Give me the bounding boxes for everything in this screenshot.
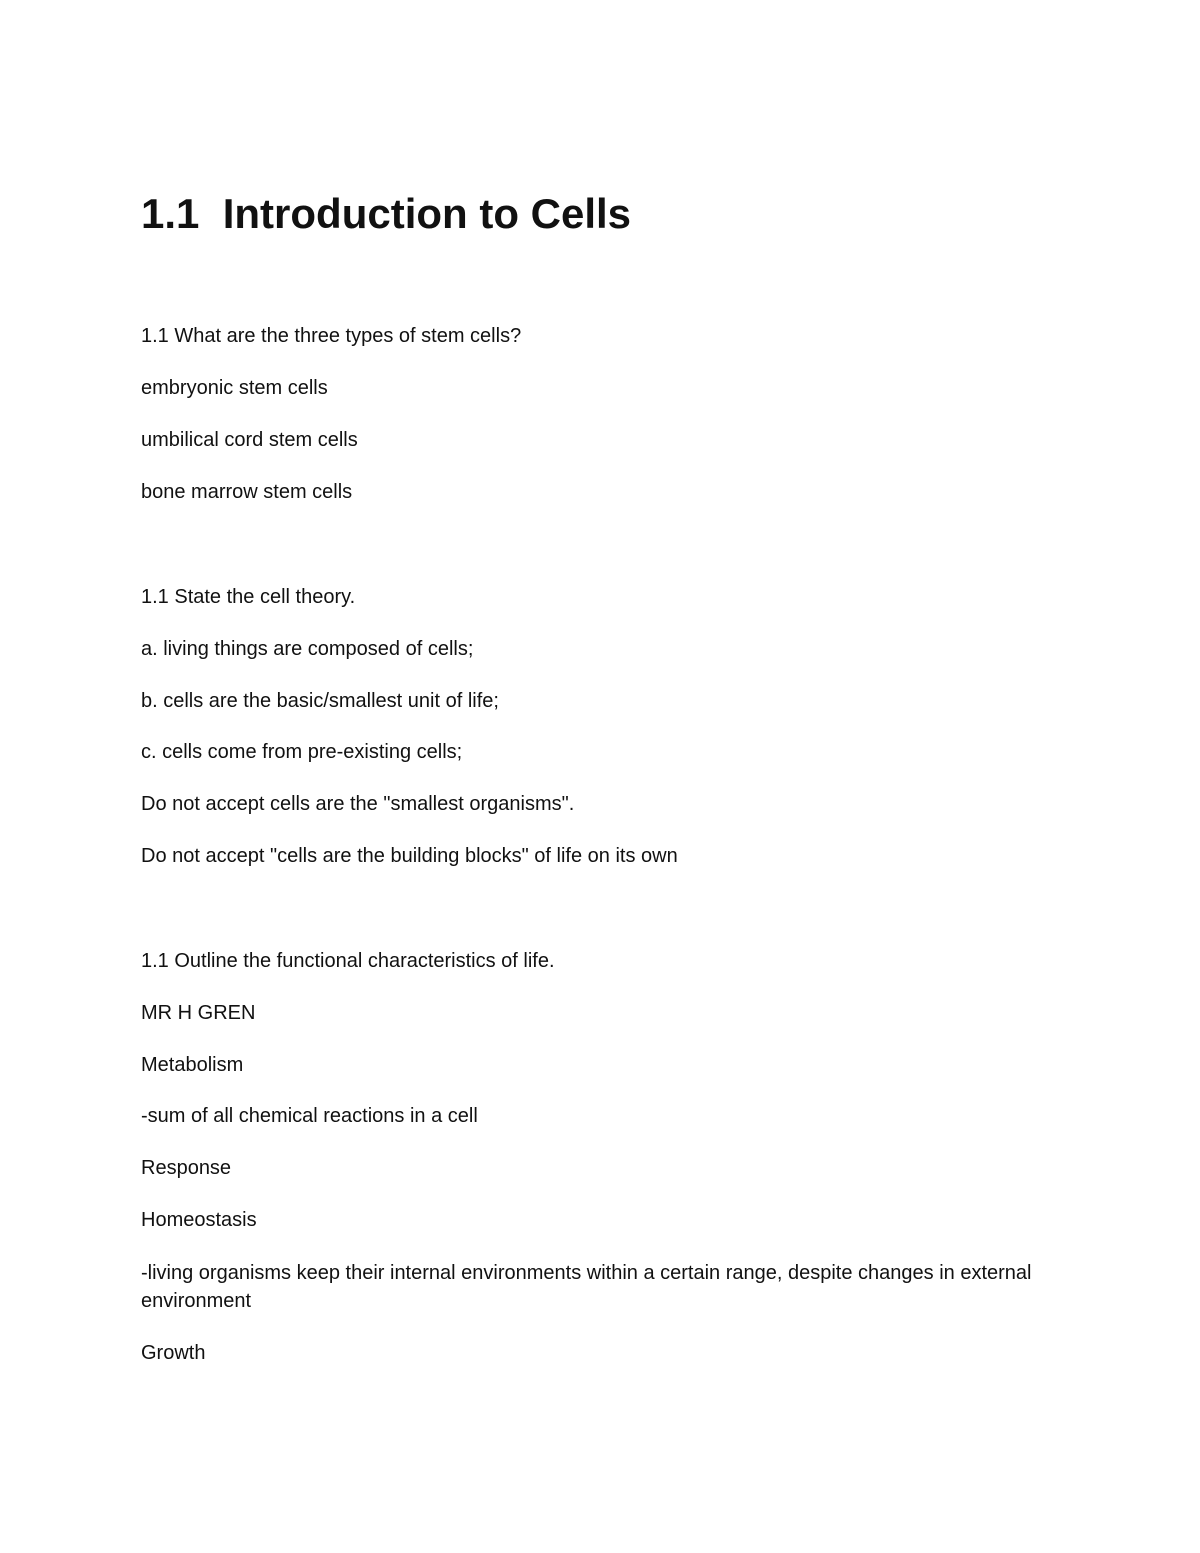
question-cell-theory: 1.1 State the cell theory. <box>141 586 356 608</box>
answer-line: embryonic stem cells <box>141 377 328 399</box>
answer-line: Metabolism <box>141 1054 244 1076</box>
mnemonic-line: MR H GREN <box>141 1002 256 1024</box>
marking-note: Do not accept cells are the "smallest organisms". <box>141 793 575 815</box>
answer-line: -living organisms keep their internal environments within a certain range, despite changes in external environment <box>141 1262 1032 1312</box>
question-characteristics-of-life: 1.1 Outline the functional characteristics of life. <box>141 950 555 972</box>
answer-line: a. living things are composed of cells; <box>141 638 474 660</box>
answer-line: Growth <box>141 1342 206 1364</box>
answer-line: -sum of all chemical reactions in a cell <box>141 1105 478 1127</box>
page-title: 1.1 Introduction to Cells <box>141 190 632 237</box>
answer-line: bone marrow stem cells <box>141 481 353 503</box>
answer-line: umbilical cord stem cells <box>141 429 358 451</box>
marking-note: Do not accept "cells are the building blocks" of life on its own <box>141 845 678 867</box>
answer-line: c. cells come from pre-existing cells; <box>141 741 463 763</box>
answer-line: b. cells are the basic/smallest unit of life; <box>141 690 499 712</box>
answer-line: Response <box>141 1157 232 1179</box>
answer-line: Homeostasis <box>141 1209 257 1231</box>
question-stem-cell-types: 1.1 What are the three types of stem cells? <box>141 325 522 347</box>
